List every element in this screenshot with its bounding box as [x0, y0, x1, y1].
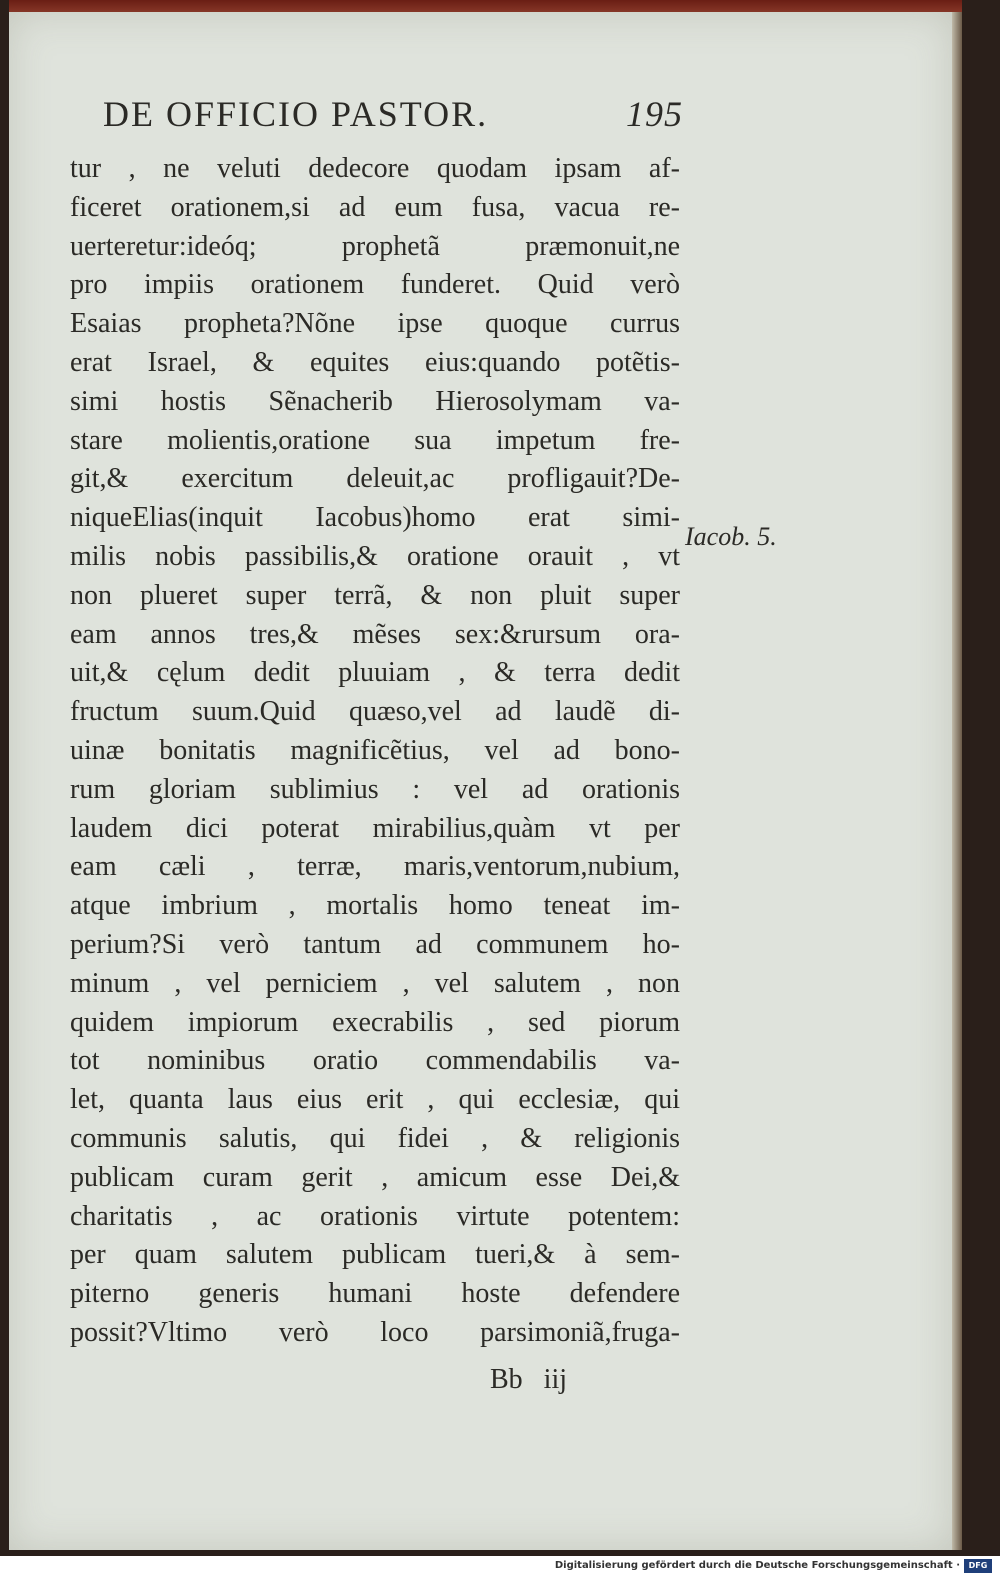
text-line: fructum suum.Quid quæso,vel ad laudẽ di-	[70, 696, 680, 728]
text-line: perium?Si verò tantum ad communem ho-	[70, 928, 680, 960]
text-line: communis salutis, qui fidei , & religionis	[70, 1122, 680, 1154]
text-line: stare molientis,oratione sua impetum fre-	[70, 424, 680, 456]
text-line: uit,& cęlum dedit pluuiam , & terra dedit	[70, 657, 680, 689]
text-line: possit?Vltimo verò loco parsimoniã,fruga-	[70, 1316, 680, 1348]
page-edge-shadow	[952, 12, 962, 1550]
text-line: milis nobis passibilis,& oratione orauit , vt	[70, 540, 680, 572]
funding-credit: Digitalisierung gefördert durch die Deutsche Forschungsgemeinschaft ·	[554, 1560, 960, 1571]
page-number: 195	[626, 94, 683, 134]
running-head	[103, 93, 683, 137]
text-line: let, quanta laus eius erit , qui ecclesiæ, qui	[70, 1084, 680, 1116]
text-line: erat Israel, & equites eius:quando potẽtis-	[70, 346, 680, 378]
text-line: per quam salutem publicam tueri,& à sem-	[70, 1239, 680, 1271]
text-line: laudem dici poterat mirabilius,quàm vt per	[70, 812, 680, 844]
text-line: eam cæli , terræ, maris,ventorum,nubium,	[70, 851, 680, 883]
footer-bar	[0, 1556, 1000, 1580]
text-line: Esaias propheta?Nõne ipse quoque currus	[70, 308, 680, 340]
text-line: git,& exercitum deleuit,ac profligauit?De-	[70, 463, 680, 495]
text-line: rum gloriam sublimius : vel ad orationis	[70, 773, 680, 805]
text-line: tot nominibus oratio commendabilis va-	[70, 1045, 680, 1077]
text-line: eam annos tres,& mẽses sex:&rursum ora-	[70, 618, 680, 650]
text-line: quidem impiorum execrabilis , sed piorum	[70, 1006, 680, 1038]
marginal-note: Iacob. 5.	[685, 522, 777, 551]
text-line: piterno generis humani hoste defendere	[70, 1278, 680, 1310]
dfg-logo: DFG	[964, 1559, 992, 1573]
text-line: atque imbrium , mortalis homo teneat im-	[70, 890, 680, 922]
text-line: non plueret super terrã, & non pluit super	[70, 579, 680, 611]
text-line: charitatis , ac orationis virtute potentem:	[70, 1200, 680, 1232]
signature-mark: Bb iij	[490, 1364, 568, 1395]
text-line: pro impiis orationem funderet. Quid verò	[70, 269, 680, 301]
text-line: simi hostis Sẽnacherib Hierosolymam va-	[70, 385, 680, 417]
text-line: uinæ bonitatis magnificẽtius, vel ad bono-	[70, 734, 680, 766]
text-line: ficeret orationem,si ad eum fusa, vacua re-	[70, 191, 680, 223]
text-line: tur , ne veluti dedecore quodam ipsam af-	[70, 153, 680, 184]
text-line: minum , vel perniciem , vel salutem , non	[70, 967, 680, 999]
text-line: niqueElias(inquit Iacobus)homo erat simi-	[70, 502, 680, 534]
text-line: publicam curam gerit , amicum esse Dei,&	[70, 1161, 680, 1193]
body-text	[70, 150, 680, 1353]
running-title: DE OFFICIO PASTOR.	[103, 94, 489, 134]
text-line: uerteretur:ideóq; prophetã præmonuit,ne	[70, 230, 680, 262]
